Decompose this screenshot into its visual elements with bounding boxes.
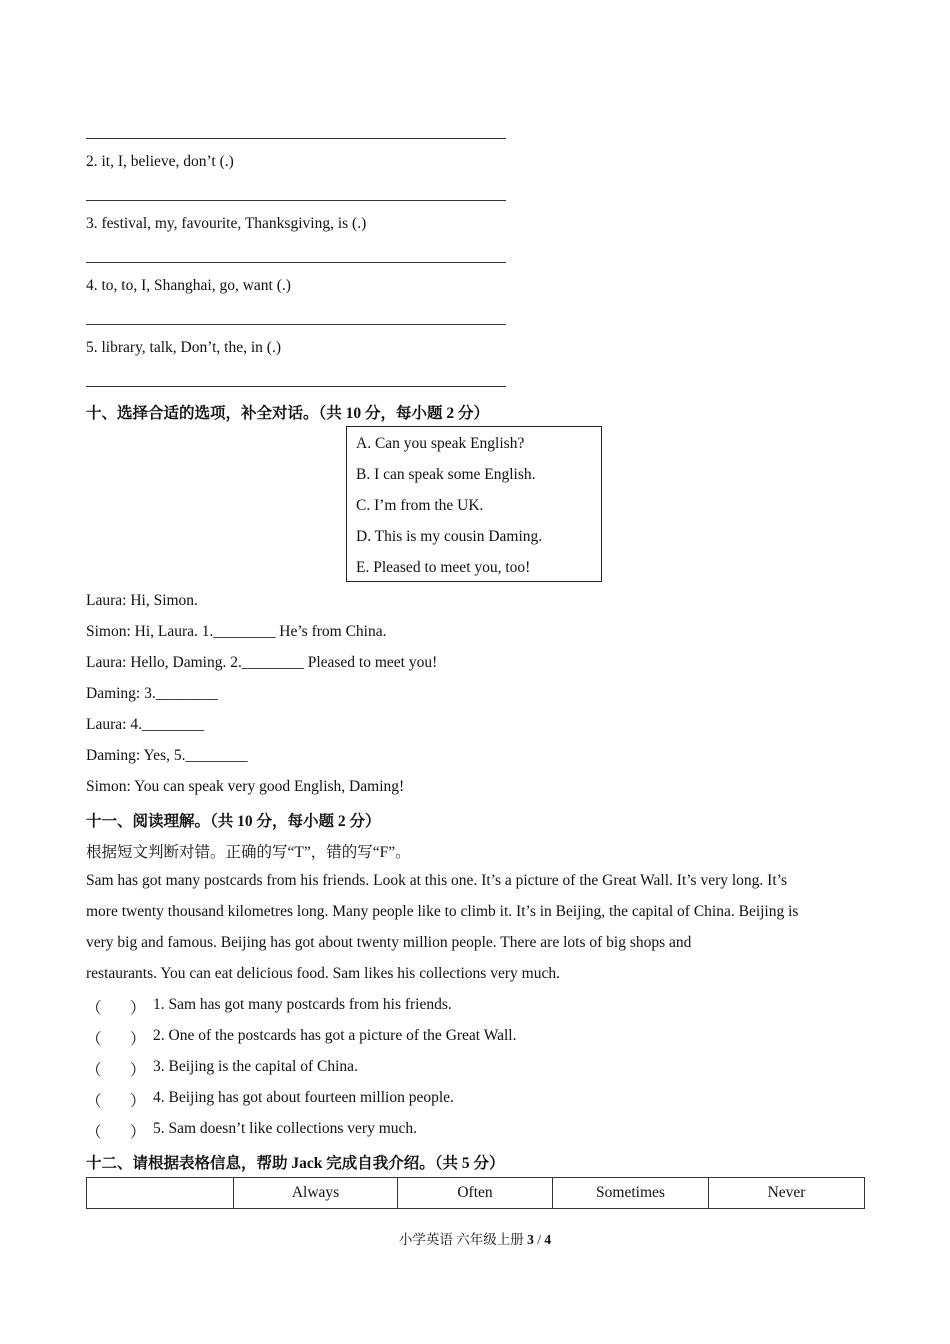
question-text: 3. Beijing is the capital of China. (153, 1058, 358, 1075)
bracket-open: （ (86, 1000, 102, 1017)
dialogue-line-6: Daming: Yes, 5.________ (86, 747, 248, 764)
bracket-open: （ (86, 1062, 102, 1079)
dialogue-line-5: Laura: 4.________ (86, 716, 204, 733)
options-box (346, 426, 602, 582)
dialogue-line-7: Simon: You can speak very good English, Daming! (86, 778, 405, 795)
option-b: B. I can speak some English. (356, 466, 536, 483)
option-e: E. Pleased to meet you, too! (356, 559, 531, 576)
question-text: 4. Beijing has got about fourteen million people. (153, 1089, 454, 1106)
page-current: 3 (527, 1232, 534, 1247)
rearrange-item-2: 2. it, I, believe, don’t (.) (86, 153, 234, 170)
table-header-always: Always (234, 1178, 398, 1209)
question-text: 2. One of the postcards has got a picture of the Great Wall. (153, 1027, 517, 1044)
table-header-never: Never (709, 1178, 865, 1209)
bracket-close: ） (130, 1000, 146, 1017)
option-a: A. Can you speak English? (356, 435, 525, 452)
passage-line-1: Sam has got many postcards from his friends. Look at this one. It’s a picture of the Great Wall. It’s very long. It’s (86, 872, 787, 889)
page-footer (0, 1228, 950, 1248)
section-12-heading: 十二、请根据表格信息，帮助 Jack 完成自我介绍。（共 5 分） (86, 1155, 505, 1172)
section-10-heading: 十、选择合适的选项，补全对话。（共 10 分，每小题 2 分） (86, 405, 490, 422)
passage-line-2: more twenty thousand kilometres long. Many people like to climb it. It’s in Beijing, the capital of China. Beijing is (86, 903, 799, 920)
table-header-row (87, 1178, 865, 1209)
bracket-open: （ (86, 1031, 102, 1048)
option-d: D. This is my cousin Daming. (356, 528, 543, 545)
dialogue-line-1: Laura: Hi, Simon. (86, 592, 198, 609)
reading-passage (86, 865, 866, 989)
bracket-close: ） (130, 1093, 146, 1110)
answer-line-2[interactable] (86, 200, 506, 201)
option-c: C. I’m from the UK. (356, 497, 484, 514)
answer-line-1[interactable] (86, 138, 506, 139)
footer-text: 小学英语 六年级上册 (398, 1232, 524, 1247)
page-total: 4 (544, 1232, 552, 1247)
passage-line-4: restaurants. You can eat delicious food. Sam likes his collections very much. (86, 965, 560, 982)
bracket-open: （ (86, 1093, 102, 1110)
table-header-sometimes: Sometimes (553, 1178, 709, 1209)
dialogue-line-2: Simon: Hi, Laura. 1.________ He’s from China. (86, 623, 387, 640)
rearrange-item-4: 4. to, to, I, Shanghai, go, want (.) (86, 277, 291, 294)
dialogue-line-4: Daming: 3.________ (86, 685, 218, 702)
dialogue-line-3: Laura: Hello, Daming. 2.________ Pleased to meet you! (86, 654, 438, 671)
frequency-table (86, 1177, 865, 1209)
answer-line-4[interactable] (86, 324, 506, 325)
answer-line-3[interactable] (86, 262, 506, 263)
bracket-close: ） (130, 1062, 146, 1079)
table-header-often: Often (398, 1178, 553, 1209)
page-separator: / (537, 1232, 541, 1247)
rearrange-item-5: 5. library, talk, Don’t, the, in (.) (86, 339, 281, 356)
bracket-open: （ (86, 1124, 102, 1141)
passage-line-3: very big and famous. Beijing has got about twenty million people. There are lots of big shops and (86, 934, 692, 951)
section-11-heading: 十一、阅读理解。（共 10 分，每小题 2 分） (86, 813, 381, 830)
bracket-close: ） (130, 1031, 146, 1048)
answer-line-5[interactable] (86, 386, 506, 387)
question-text: 5. Sam doesn’t like collections very much. (153, 1120, 418, 1137)
table-header-blank (87, 1178, 234, 1209)
bracket-close: ） (130, 1124, 146, 1141)
rearrange-item-3: 3. festival, my, favourite, Thanksgiving, is (.) (86, 215, 367, 232)
section-11-instruction: 根据短文判断对错。正确的写“T”，错的写“F”。 (86, 844, 411, 861)
question-text: 1. Sam has got many postcards from his friends. (153, 996, 452, 1013)
